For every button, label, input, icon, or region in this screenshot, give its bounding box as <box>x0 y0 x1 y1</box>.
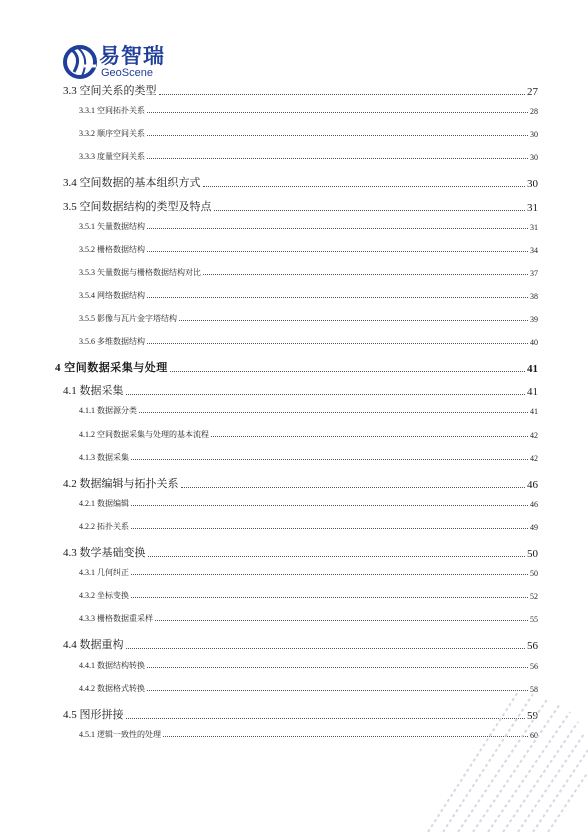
toc-entry-title: 4 空间数据采集与处理 <box>55 362 168 375</box>
toc-page-number: 39 <box>530 315 538 324</box>
toc-entry[interactable] <box>79 267 538 278</box>
toc-page-number: 41 <box>527 386 538 399</box>
toc-leader-dots <box>148 555 526 557</box>
toc-page-number: 56 <box>527 640 538 653</box>
toc-page-number: 59 <box>527 709 538 722</box>
toc-entry-title: 4.2.2 拓扑关系 <box>79 521 129 531</box>
toc-entry[interactable] <box>79 336 538 347</box>
toc-entry-title: 4.5 图形拼接 <box>63 708 124 721</box>
toc-entry-title: 3.3 空间关系的类型 <box>63 85 157 97</box>
toc-entry-title: 4.2 数据编辑与拓扑关系 <box>63 477 179 490</box>
toc-entry-title: 3.5.4 网络数据结构 <box>79 290 145 300</box>
toc-page-number: 37 <box>530 268 538 278</box>
toc-leader-dots <box>203 273 528 275</box>
toc-page-number: 58 <box>530 684 538 694</box>
toc-page-number: 34 <box>530 245 538 255</box>
toc-entry-title: 3.3.3 度量空间关系 <box>79 152 145 162</box>
toc-leader-dots <box>211 435 528 437</box>
toc-leader-dots <box>181 486 526 488</box>
toc-leader-dots <box>131 458 528 460</box>
toc-page-number: 50 <box>530 569 538 579</box>
toc-entry-title: 4.4 数据重构 <box>63 639 124 652</box>
toc-leader-dots <box>203 185 526 187</box>
toc-page-number: 42 <box>530 430 538 440</box>
toc-page-number: 40 <box>530 338 538 348</box>
toc-leader-dots <box>155 619 528 621</box>
toc-entry[interactable] <box>79 429 538 440</box>
toc-page-number: 28 <box>530 107 538 117</box>
toc-leader-dots <box>131 527 528 529</box>
toc-entry[interactable] <box>63 382 538 398</box>
toc-entry-title: 4.4.1 数据结构转换 <box>79 660 145 670</box>
logo-english-text: GeoScene <box>101 67 153 79</box>
toc-entry[interactable] <box>79 128 538 139</box>
toc-entry[interactable] <box>63 82 538 98</box>
toc-entry[interactable] <box>79 613 538 624</box>
toc-entry[interactable] <box>79 244 538 255</box>
toc-entry-title: 3.3.1 空间拓扑关系 <box>79 106 145 116</box>
toc-leader-dots <box>170 370 525 372</box>
toc-page-number: 31 <box>530 222 538 232</box>
toc-leader-dots <box>126 393 526 395</box>
toc-page-number: 30 <box>530 153 538 163</box>
toc-entry-title: 3.4 空间数据的基本组织方式 <box>63 177 201 190</box>
toc-entry-title: 3.5.3 矢量数据与栅格数据结构对比 <box>79 267 201 277</box>
toc-leader-dots <box>147 296 528 298</box>
toc-entry-title: 4.3 数学基础变换 <box>63 547 146 559</box>
toc-entry-title: 3.5.2 栅格数据结构 <box>79 244 145 254</box>
toc-page-number: 38 <box>530 291 538 301</box>
toc-page-number: 46 <box>527 478 538 491</box>
toc-entry[interactable] <box>63 174 538 190</box>
toc-page-number: 46 <box>530 499 538 509</box>
toc-page-number: 50 <box>527 548 538 560</box>
toc-entry[interactable] <box>63 475 538 491</box>
toc-page-number: 41 <box>527 363 538 376</box>
toc-entry-title: 4.3.3 栅格数据重采样 <box>79 614 153 624</box>
toc-page-number: 30 <box>530 130 538 140</box>
toc-leader-dots <box>147 134 528 136</box>
toc-entry-title: 4.1.3 数据采集 <box>79 452 129 462</box>
toc-entry-title: 4.3.1 几何纠正 <box>79 568 129 578</box>
toc-leader-dots <box>147 111 528 113</box>
toc-page-number: 30 <box>527 178 538 191</box>
toc-entry-title: 4.1.1 数据源分类 <box>79 406 137 416</box>
toc-entry[interactable] <box>79 567 538 578</box>
toc-leader-dots <box>139 411 528 413</box>
toc-leader-dots <box>131 504 528 506</box>
toc-leader-dots <box>131 596 528 598</box>
toc-page-number: 52 <box>530 592 538 602</box>
toc-leader-dots <box>147 157 528 159</box>
toc-entry[interactable] <box>79 452 538 463</box>
toc-page-number: 56 <box>530 661 538 671</box>
toc-entry[interactable] <box>79 405 538 416</box>
toc-page-number: 27 <box>527 86 538 98</box>
toc-page-number: 60 <box>530 730 538 740</box>
toc-entry-title: 4.3.2 坐标变换 <box>79 591 129 601</box>
toc-entry-title: 4.4.2 数据格式转换 <box>79 683 145 693</box>
decorative-stripes <box>348 632 588 832</box>
toc-entry[interactable] <box>55 359 538 375</box>
toc-entry-title: 4.1 数据采集 <box>63 385 124 398</box>
toc-leader-dots <box>147 250 528 252</box>
toc-entry[interactable] <box>79 221 538 232</box>
toc-page-number: 31 <box>527 201 538 214</box>
toc-entry[interactable] <box>79 290 538 301</box>
toc-leader-dots <box>147 227 528 229</box>
toc-entry[interactable] <box>79 313 538 324</box>
toc-leader-dots <box>214 209 526 211</box>
toc-entry-title: 3.5.6 多维数据结构 <box>79 337 145 347</box>
toc-entry-title: 4.2.1 数据编辑 <box>79 498 129 508</box>
toc-entry-title: 3.5.5 影像与瓦片金字塔结构 <box>79 314 177 323</box>
toc-entry-title: 3.5 空间数据结构的类型及特点 <box>63 200 212 213</box>
toc-entry[interactable] <box>79 105 538 116</box>
toc-leader-dots <box>159 93 526 95</box>
toc-entry[interactable] <box>63 544 538 560</box>
toc-entry-title: 3.5.1 矢量数据结构 <box>79 221 145 231</box>
toc-entry[interactable] <box>79 151 538 162</box>
toc-entry-title: 4.5.1 逻辑一致性的处理 <box>79 729 161 739</box>
toc-entry[interactable] <box>79 521 538 532</box>
toc-entry[interactable] <box>79 498 538 509</box>
toc-entry[interactable] <box>63 198 538 214</box>
toc-entry-title: 3.3.2 顺序空间关系 <box>79 129 145 139</box>
toc-page-number: 55 <box>530 615 538 625</box>
toc-page-number: 41 <box>530 407 538 417</box>
toc-leader-dots <box>131 573 528 575</box>
toc-entry-title: 4.1.2 空间数据采集与处理的基本流程 <box>79 429 209 439</box>
logo-chinese-text: 易智瑞 <box>99 44 165 68</box>
toc-page-number: 42 <box>530 453 538 463</box>
toc-entry[interactable] <box>79 590 538 601</box>
toc-page-number: 49 <box>530 522 538 532</box>
toc-leader-dots <box>147 342 528 344</box>
toc-leader-dots <box>179 319 528 321</box>
